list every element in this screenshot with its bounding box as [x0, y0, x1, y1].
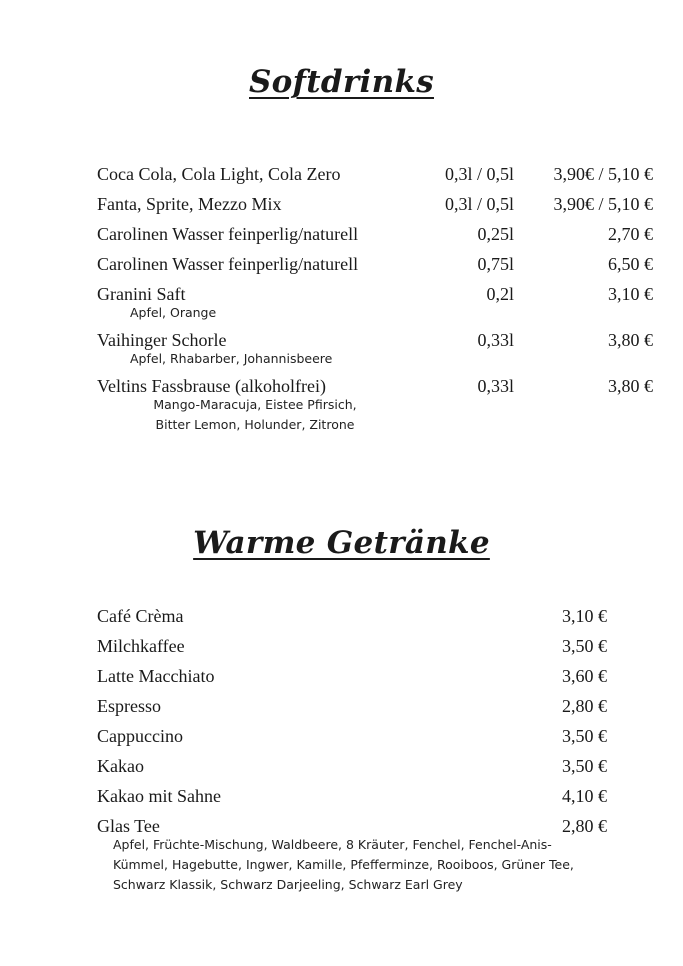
item-price: 3,90€ / 5,10 € — [553, 164, 653, 184]
item-name: Fanta, Sprite, Mezzo Mix — [97, 194, 282, 214]
warme-getraenke-menu — [97, 601, 609, 897]
menu-item — [97, 325, 655, 371]
item-name: Café Crèma — [97, 606, 184, 626]
item-size: 0,3l / 0,5l — [444, 164, 514, 184]
menu-item — [97, 371, 655, 437]
menu-item — [97, 249, 655, 279]
item-name: Carolinen Wasser feinperlig/naturell — [97, 224, 359, 244]
softdrinks-menu — [97, 159, 655, 437]
item-description: Apfel, Rhabarber, Johannisbeere — [130, 351, 333, 366]
item-price: 2,80 € — [562, 696, 607, 716]
menu-item — [97, 781, 609, 811]
item-name: Veltins Fassbrause (alkoholfrei) — [97, 376, 326, 396]
item-size: 0,3l / 0,5l — [444, 194, 514, 214]
menu-item — [97, 631, 609, 661]
item-name: Coca Cola, Cola Light, Cola Zero — [97, 164, 341, 184]
menu-item — [97, 189, 655, 219]
item-name: Cappuccino — [97, 726, 183, 746]
item-size: 0,25l — [477, 224, 514, 244]
item-size: 0,33l — [477, 376, 514, 396]
item-price: 3,60 € — [562, 666, 607, 686]
item-description: Apfel, Früchte-Mischung, Waldbeere, 8 Kräuter, Fenchel, Fenchel-Anis-Kümmel, Hagebutte, Ingwer, Kamille, Pfefferminze, Rooiboos, Grüner Tee, Schwarz Klassik, Schwarz Darjeeling, Schwarz Earl Grey — [113, 837, 574, 892]
item-price: 3,90€ / 5,10 € — [553, 194, 653, 214]
item-price: 2,70 € — [608, 224, 653, 244]
item-name: Carolinen Wasser feinperlig/naturell — [97, 254, 359, 274]
item-price: 3,50 € — [562, 756, 607, 776]
item-description: Apfel, Orange — [130, 305, 217, 320]
item-price: 3,10 € — [608, 284, 653, 304]
item-price: 6,50 € — [608, 254, 653, 274]
menu-item — [97, 721, 609, 751]
menu-item — [97, 691, 609, 721]
menu-item — [97, 661, 609, 691]
menu-item — [97, 751, 609, 781]
item-name: Vaihinger Schorle — [97, 330, 227, 350]
menu-item — [97, 279, 655, 325]
softdrinks-title: Softdrinks — [249, 64, 434, 100]
menu-item — [97, 219, 655, 249]
item-price: 3,50 € — [562, 636, 607, 656]
item-name: Kakao mit Sahne — [97, 786, 221, 806]
item-name: Kakao — [97, 756, 144, 776]
menu-item — [97, 811, 609, 897]
item-size: 0,33l — [477, 330, 514, 350]
item-name: Espresso — [97, 696, 161, 716]
item-name: Milchkaffee — [97, 636, 185, 656]
item-price: 2,80 € — [562, 816, 607, 836]
item-price: 3,80 € — [608, 376, 653, 396]
item-name: Glas Tee — [97, 816, 160, 836]
menu-item — [97, 159, 655, 189]
item-size: 0,75l — [477, 254, 514, 274]
item-name: Latte Macchiato — [97, 666, 215, 686]
menu-item — [97, 601, 609, 631]
warme-getraenke-title: Warme Getränke — [193, 525, 490, 561]
item-price: 3,80 € — [608, 330, 653, 350]
item-name: Granini Saft — [97, 284, 186, 304]
item-price: 3,10 € — [562, 606, 607, 626]
item-price: 3,50 € — [562, 726, 607, 746]
item-price: 4,10 € — [562, 786, 607, 806]
item-description: Mango-Maracuja, Eistee Pfirsich, Bitter Lemon, Holunder, Zitrone — [153, 397, 357, 432]
item-size: 0,2l — [486, 284, 514, 304]
